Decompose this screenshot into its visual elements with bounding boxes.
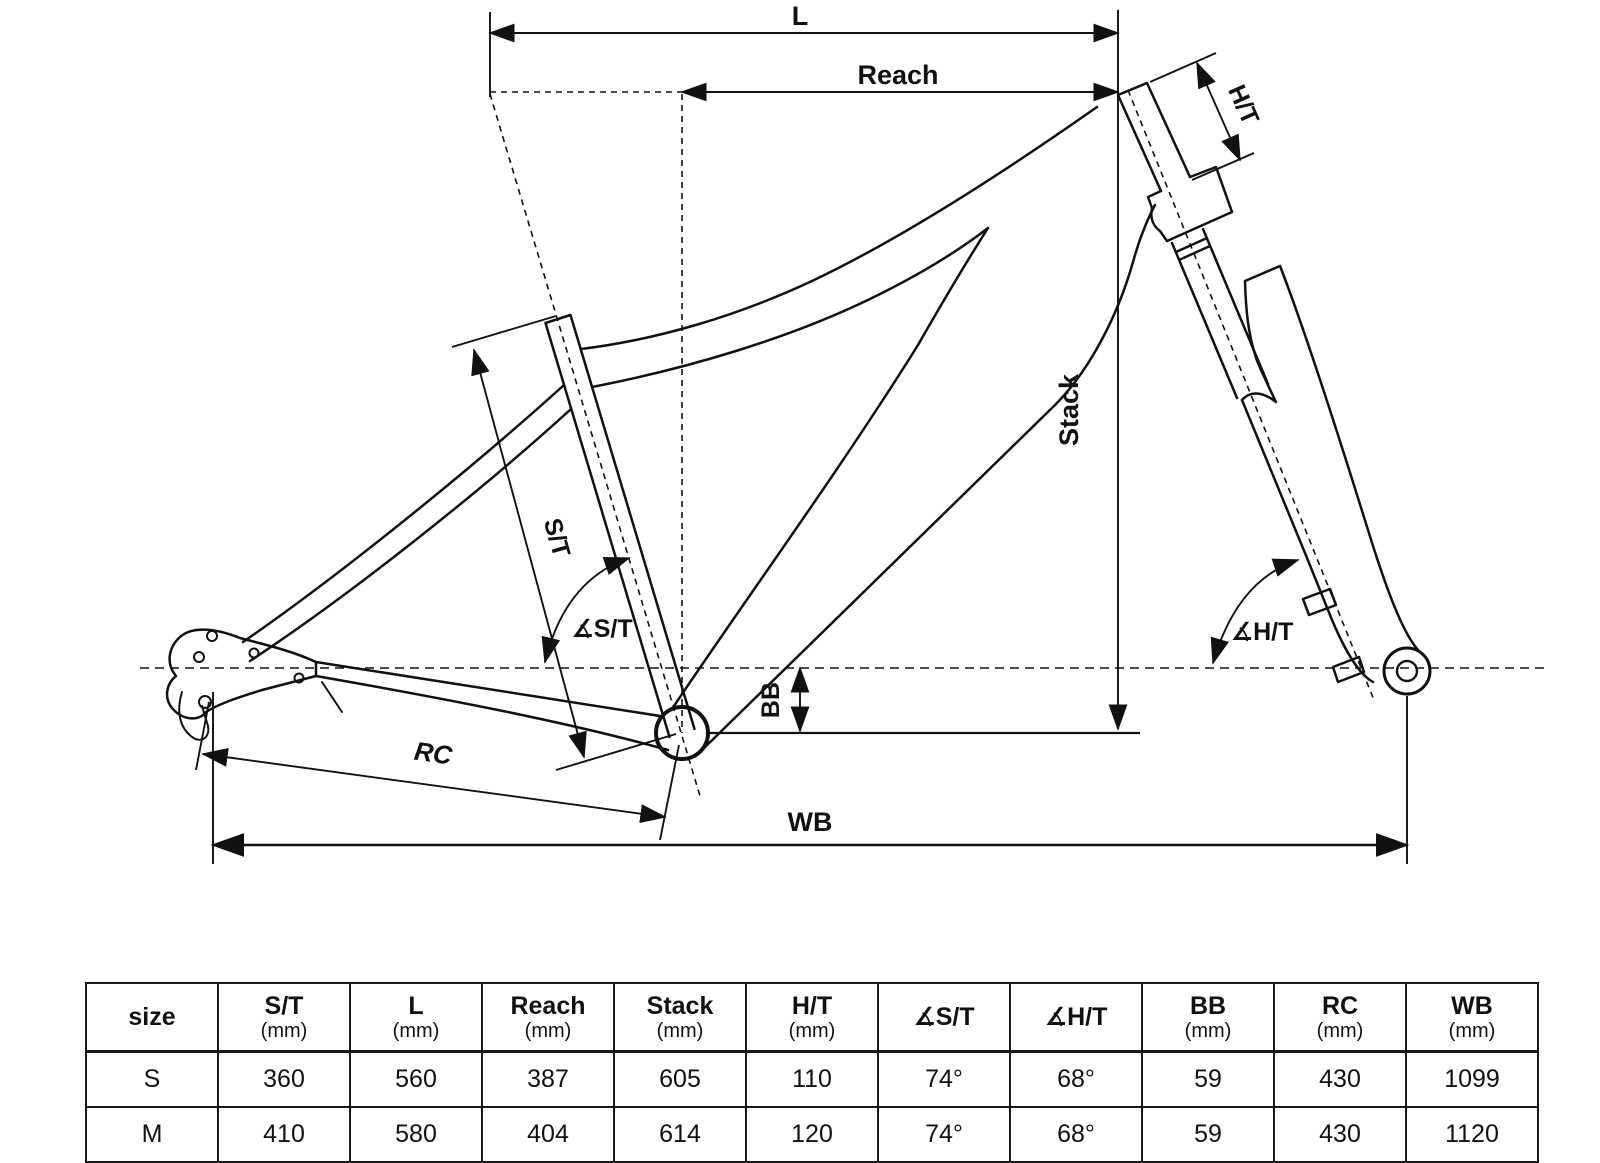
cell-s-size: S [86,1052,218,1108]
label-st: S/T [537,515,576,561]
angle-ht-arc [1213,560,1298,663]
front-dropout-outer [1384,648,1430,694]
cell-m-rc: 430 [1274,1107,1406,1162]
st-ext-top [452,316,556,347]
cell-m-l: 580 [350,1107,482,1162]
col-header-bb: BB (mm) [1142,983,1274,1052]
fork-brake-tab-1 [1303,589,1336,615]
label-reach: Reach [857,60,939,90]
front-dropout-axle [1397,661,1417,681]
col-header-reach: Reach (mm) [482,983,614,1052]
cell-m-reach: 404 [482,1107,614,1162]
seat-tube-axis-dashed [490,94,700,796]
cell-m-bb: 59 [1142,1107,1274,1162]
cell-s-ht: 110 [746,1052,878,1108]
ht-ext-top [1150,53,1216,82]
head-tube [1118,83,1190,208]
header-row [86,983,1538,1052]
dropout-brake-slot [322,682,342,712]
col-header-size: size [86,983,218,1052]
dimension-lines [196,10,1407,864]
col-header-rc: RC (mm) [1274,983,1406,1052]
col-header-wb: WB (mm) [1406,983,1538,1052]
cell-s-angle-st: 74° [878,1052,1010,1108]
st-ext-bottom [556,734,676,770]
seat-stay-lower [250,409,571,661]
cell-m-st: 410 [218,1107,350,1162]
col-header-angle-ht: ∡H/T [1010,983,1142,1052]
cell-s-rc: 430 [1274,1052,1406,1108]
col-header-ht: H/T (mm) [746,983,878,1052]
cell-m-angle-ht: 68° [1010,1107,1142,1162]
fork-stanchion [1172,229,1268,398]
rc-ext-right [660,745,679,840]
col-header-stack: Stack (mm) [614,983,746,1052]
rear-dropout-plate [167,630,316,719]
geometry-table [85,982,1539,1163]
cell-m-ht: 120 [746,1107,878,1162]
label-rc: RC [412,735,454,771]
label-stack: Stack [1054,373,1084,447]
cell-s-wb: 1099 [1406,1052,1538,1108]
dropout-bolt-1 [207,631,217,641]
table-row-size-s [86,1052,1538,1108]
cell-m-stack: 614 [614,1107,746,1162]
cell-s-bb: 59 [1142,1052,1274,1108]
cell-s-st: 360 [218,1052,350,1108]
col-header-angle-st: ∡S/T [878,983,1010,1052]
seat-stay-upper [243,385,564,642]
col-header-l: L (mm) [350,983,482,1052]
down-tube-upper [674,228,988,706]
label-bb: BB [757,681,785,719]
fork-lower-leg-top [1245,266,1280,281]
table-row-size-m [86,1107,1538,1162]
cell-s-reach: 387 [482,1052,614,1108]
frame-drawing [167,80,1430,759]
cell-m-size: M [86,1107,218,1162]
cell-m-angle-st: 74° [878,1107,1010,1162]
chain-stay-lower [316,676,668,750]
dropout-bolt-4 [250,649,259,658]
fork-lower-leg-arch [1242,281,1276,402]
dropout-bolt-2 [194,652,204,662]
angle-st-arc [545,558,629,662]
dropout-bolt-3 [199,696,211,708]
fork-crown [1151,167,1232,241]
down-tube-lower [700,205,1155,752]
top-tube-lower [592,228,988,387]
ht-ext-bottom [1192,153,1254,180]
col-header-st: S/T (mm) [218,983,350,1052]
label-angle-ht: ∡H/T [1230,618,1294,646]
label-angle-st: ∡S/T [571,615,633,643]
label-ht: H/T [1222,80,1265,129]
label-wb: WB [787,807,833,837]
cell-m-wb: 1120 [1406,1107,1538,1162]
fork-lower-leg-right [1280,266,1418,650]
cell-s-stack: 605 [614,1052,746,1108]
cell-s-angle-ht: 68° [1010,1052,1142,1108]
label-l: L [791,1,809,31]
dimension-labels [413,1,1294,837]
cell-s-l: 560 [350,1052,482,1108]
construction-lines [140,90,1548,796]
